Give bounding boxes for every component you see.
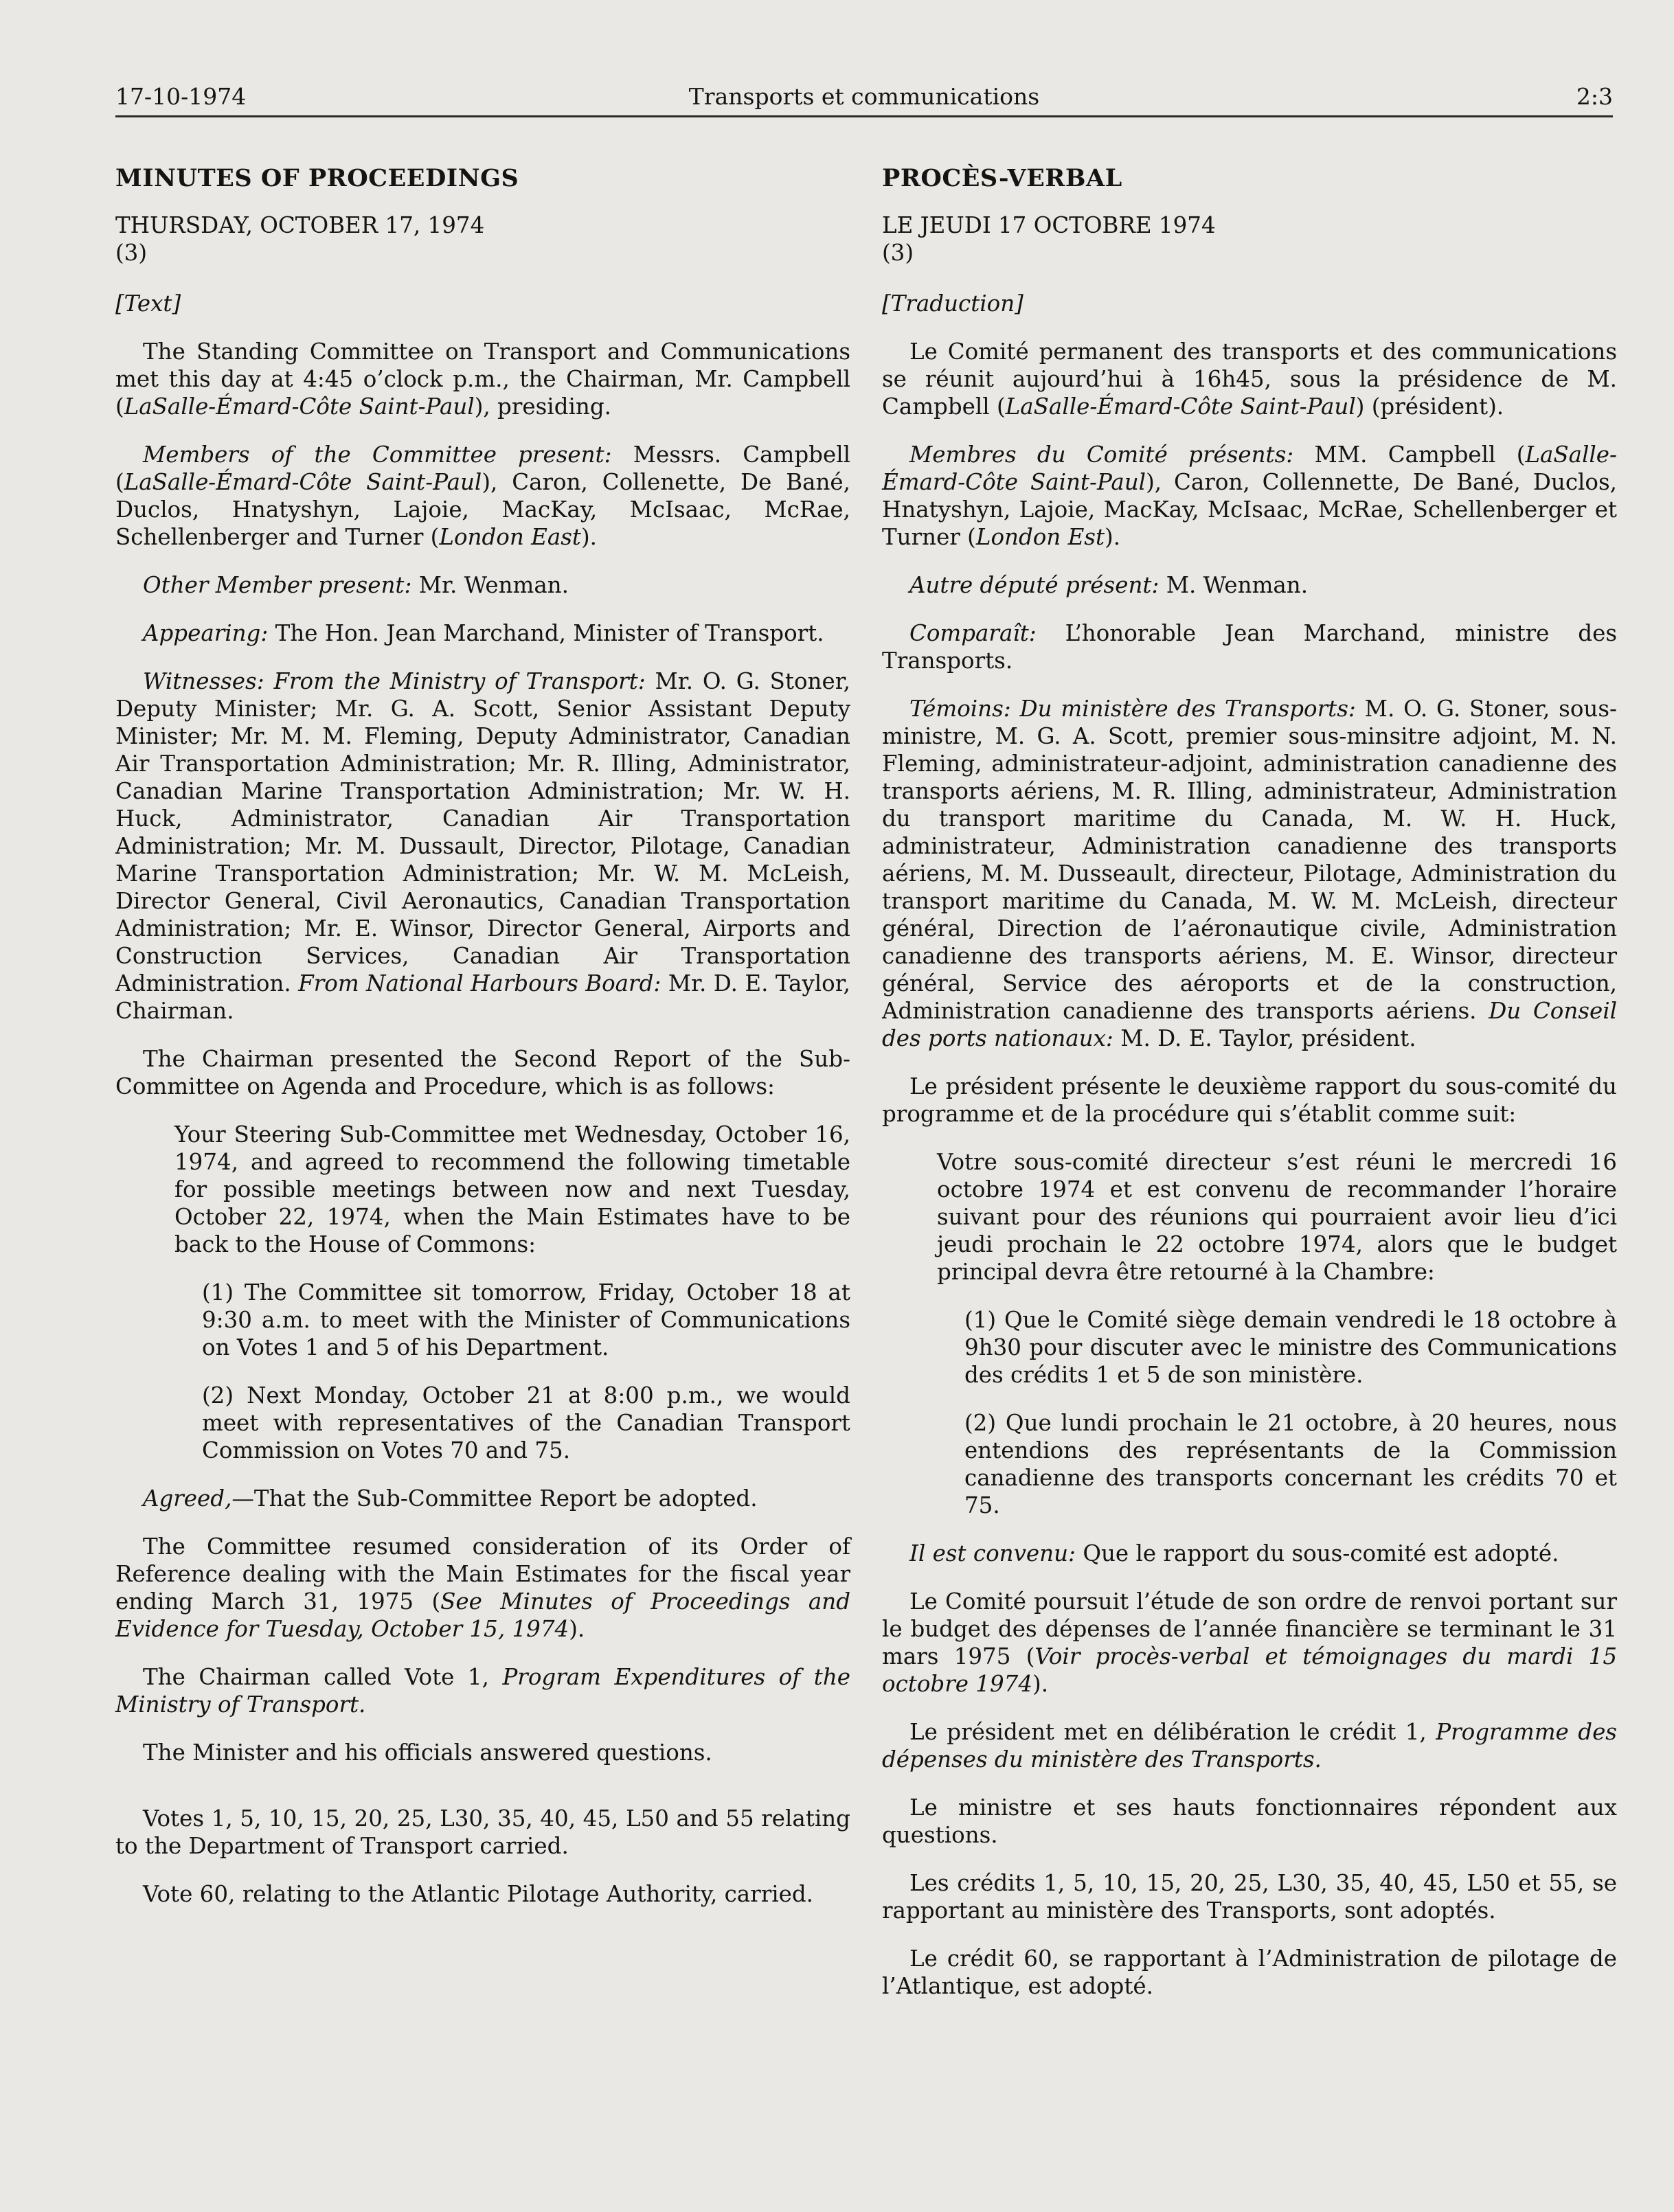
page-header — [115, 80, 1613, 117]
quote-item-2: (2) Next Monday, October 21 at 8:00 p.m., we would meet with representatives of the Canadian Transport Commission on Votes 70 and 75. — [202, 1382, 850, 1463]
opening-paragraph: The Standing Committee on Transport and Communications met this day at 4:45 o’clock p.m., the Chairman, Mr. Campbell (LaSalle-Émard-Côte Saint-Paul), presiding. — [115, 339, 850, 420]
quote-item-1-fr: (1) Que le Comité siège demain vendredi le 18 octobre à 9h30 pour discuter avec le ministre des Communications des crédits 1 et 5 de son ministère. — [964, 1307, 1617, 1388]
header-title: Transports et communications — [688, 83, 1040, 110]
quote-intro: Your Steering Sub-Committee met Wednesday, October 16, 1974, and agreed to recommend the following timetable for possible meetings between now and next Tuesday, October 22, 1974, when the Main Estimates have to be back to the House of Commons: — [174, 1121, 850, 1257]
members-paragraph-fr: Membres du Comité présents: MM. Campbell (LaSalle-Émard-Côte Saint-Paul), Caron, Collennette, De Bané, Duclos, Hnatyshyn, Lajoie, MacKay, McIsaac, McRae, Schellenberger et Turner (London Est). — [882, 442, 1617, 550]
answered-paragraph: The Minister and his officials answered questions. — [143, 1740, 712, 1766]
header-page-number: 2:3 — [1576, 83, 1613, 110]
traduction-label: [Traduction] — [882, 290, 1023, 317]
meeting-number-fr: (3) — [882, 240, 914, 266]
report-quote-fr — [937, 1148, 1617, 1519]
english-column — [115, 165, 850, 1928]
report-paragraph: The Chairman presented the Second Report of the Sub-Committee on Agenda and Procedure, which is as follows: — [115, 1046, 850, 1099]
french-column — [882, 165, 1617, 2020]
meeting-date-fr: LE JEUDI 17 OCTOBRE 1974 — [882, 212, 1216, 238]
witnesses-paragraph: Witnesses: From the Ministry of Transport: Mr. O. G. Stoner, Deputy Minister; Mr. G. A. Scott, Senior Assistant Deputy Minister; Mr. M. M. Fleming, Deputy Administrator, Canadian Air Transportation Administration; Mr. R. Illing, Administrator, Canadian Marine Transportation Administration; Mr. W. H. Huck, Administrator, Canadian Air Transportation Administration; Mr. M. Dussault, Director, Pilotage, Canadian Marine Transportation Administration; Mr. W. M. McLeish, Director General, Civil Aeronautics, Canadian Transportation Administration; Mr. E. Winsor, Director General, Airports and Construction Services, Canadian Air Transportation Administration. From National Harbours Board: Mr. D. E. Taylor, Chairman. — [115, 668, 851, 1024]
minutes-heading: MINUTES OF PROCEEDINGS — [115, 164, 519, 192]
other-member-paragraph: Other Member present: Mr. Wenman. — [143, 572, 569, 598]
quote-item-1: (1) The Committee sit tomorrow, Friday, October 18 at 9:30 a.m. to meet with the Minister of Communications on Votes 1 and 5 of his Department. — [202, 1279, 850, 1360]
appearing-paragraph-fr: Comparaît: L’honorable Jean Marchand, ministre des Transports. — [882, 620, 1617, 674]
header-date: 17-10-1974 — [115, 83, 247, 110]
answered-paragraph-fr: Le ministre et ses hauts fonctionnaires répondent aux questions. — [882, 1794, 1617, 1848]
agreed-paragraph-fr: Il est convenu: Que le rapport du sous-comité est adopté. — [909, 1540, 1559, 1566]
quote-intro-fr: Votre sous-comité directeur s’est réuni le mercredi 16 octobre 1974 et est convenu de recommander l’horaire suivant pour des réunions qui pourraient avoir lieu d’ici jeudi prochain le 22 octobre 1974, alors que le budget principal devra être retourné à la Chambre: — [937, 1149, 1617, 1285]
witnesses-paragraph-fr: Témoins: Du ministère des Transports: M. O. G. Stoner, sous-ministre, M. G. A. Scott, premier sous-minsitre adjoint, M. N. Fleming, administrateur-adjoint, administration canadienne des transports aériens, M. R. Illing, administrateur, Administration du transport maritime du Canada, M. W. H. Huck, administrateur, Administration canadienne des transports aériens, M. M. Dusseault, directeur, Pilotage, Administration du transport maritime du Canada, M. W. M. McLeish, directeur général, Direction de l’aéronautique civile, Administration canadienne des transports aériens, M. E. Winsor, directeur général, Service des aéroports et de la construction, Administration canadienne des transports aériens. Du Conseil des ports nationaux: M. D. E. Taylor, président. — [882, 696, 1618, 1051]
report-paragraph-fr: Le président présente le deuxième rapport du sous-comité du programme et de la procédure qui s’établit comme suit: — [882, 1073, 1617, 1127]
text-label: [Text] — [115, 290, 181, 317]
meeting-date: THURSDAY, OCTOBER 17, 1974 — [115, 212, 485, 238]
resumed-paragraph: The Committee resumed consideration of its Order of Reference dealing with the Main Estimates for the fiscal year ending March 31, 1975 (See Minutes of Proceedings and Evidence for Tuesday, October 15, 1974). — [115, 1533, 850, 1642]
vote60-paragraph: Vote 60, relating to the Atlantic Pilotage Authority, carried. — [143, 1881, 814, 1907]
quote-item-2-fr: (2) Que lundi prochain le 21 octobre, à 20 heures, nous entendions des représentants de la Commission canadienne des transports concernant les crédits 70 et 75. — [964, 1410, 1617, 1518]
resumed-paragraph-fr: Le Comité poursuit l’étude de son ordre de renvoi portant sur le budget des dépenses de l’année financière se terminant le 31 mars 1975 (Voir procès-verbal et témoignages du mardi 15 octobre 1974). — [882, 1588, 1617, 1697]
votes-paragraph-fr: Les crédits 1, 5, 10, 15, 20, 25, L30, 35, 40, 45, L50 et 55, se rapportant au ministère des Transports, sont adoptés. — [882, 1870, 1617, 1924]
meeting-number: (3) — [115, 240, 148, 266]
agreed-paragraph: Agreed,—That the Sub-Committee Report be adopted. — [143, 1485, 758, 1512]
votes-paragraph: Votes 1, 5, 10, 15, 20, 25, L30, 35, 40, 45, L50 and 55 relating to the Department of Transport carried. — [115, 1805, 850, 1859]
other-member-paragraph-fr: Autre député présent: M. Wenman. — [909, 572, 1309, 598]
report-quote — [174, 1121, 850, 1464]
members-paragraph: Members of the Committee present: Messrs. Campbell (LaSalle-Émard-Côte Saint-Paul), Caron, Collenette, De Bané, Duclos, Hnatyshyn, Lajoie, MacKay, McIsaac, McRae, Schellenberger and Turner (London East). — [115, 442, 850, 550]
appearing-paragraph: Appearing: The Hon. Jean Marchand, Minister of Transport. — [143, 620, 824, 646]
opening-paragraph-fr: Le Comité permanent des transports et des communications se réunit aujourd’hui à 16h45, sous la présidence de M. Campbell (LaSalle-Émard-Côte Saint-Paul) (président). — [882, 339, 1617, 420]
vote60-paragraph-fr: Le crédit 60, se rapportant à l’Administration de pilotage de l’Atlantique, est adopté. — [882, 1946, 1617, 1999]
proces-verbal-heading: PROCÈS-VERBAL — [882, 164, 1122, 192]
called-paragraph: The Chairman called Vote 1, Program Expenditures of the Ministry of Transport. — [115, 1664, 850, 1718]
called-paragraph-fr: Le président met en délibération le crédit 1, Programme des dépenses du ministère des Transports. — [882, 1719, 1617, 1772]
